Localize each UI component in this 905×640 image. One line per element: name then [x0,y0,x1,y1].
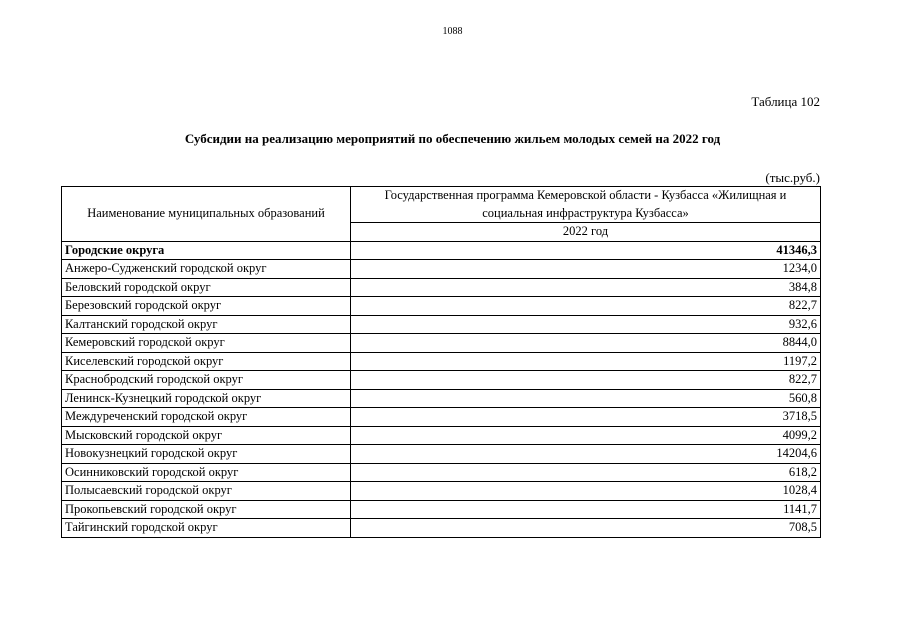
table-row [62,297,821,316]
municipality-name-cell: Междуреченский городской округ [62,408,351,427]
table-row [62,463,821,482]
header-program-column: Государственная программа Кемеровской области - Кузбасса «Жилищная и социальная инфраструктура Кузбасса» [351,187,821,223]
header-name-column: Наименование муниципальных образований [62,187,351,242]
subsidy-value-cell: 4099,2 [351,426,821,445]
municipality-name-cell: Мысковский городской округ [62,426,351,445]
table-row [62,500,821,519]
table-body [62,241,821,537]
municipality-name-cell: Калтанский городской округ [62,315,351,334]
municipality-name-cell: Прокопьевский городской округ [62,500,351,519]
municipality-name-cell: Краснобродский городской округ [62,371,351,390]
subsidy-value-cell: 3718,5 [351,408,821,427]
municipality-name-cell: Березовский городской округ [62,297,351,316]
table-label: Таблица 102 [751,94,820,109]
subsidy-value-cell: 384,8 [351,278,821,297]
table-header-row [62,187,821,223]
group-name-cell: Городские округа [62,241,351,260]
municipality-name-cell: Анжеро-Судженский городской округ [62,260,351,279]
table-row [62,352,821,371]
subsidy-value-cell: 14204,6 [351,445,821,464]
table-row [62,278,821,297]
table-row [62,482,821,501]
table-row [62,315,821,334]
municipality-name-cell: Новокузнецкий городской округ [62,445,351,464]
municipality-name-cell: Беловский городской округ [62,278,351,297]
subsidy-value-cell: 822,7 [351,371,821,390]
subsidy-value-cell: 932,6 [351,315,821,334]
table-row [62,426,821,445]
table-row [62,334,821,353]
subsidies-table [61,186,821,538]
municipality-name-cell: Киселевский городской округ [62,352,351,371]
municipality-name-cell: Тайгинский городской округ [62,519,351,538]
subsidy-value-cell: 1234,0 [351,260,821,279]
subsidy-value-cell: 1028,4 [351,482,821,501]
table-row [62,371,821,390]
units-label: (тыс.руб.) [765,170,820,185]
subsidy-value-cell: 822,7 [351,297,821,316]
page-number: 1088 [442,26,463,37]
table-row [62,445,821,464]
group-row [62,241,821,260]
document-title: Субсидии на реализацию мероприятий по обеспечению жильем молодых семей на 2022 год [184,131,721,146]
subsidy-value-cell: 8844,0 [351,334,821,353]
table-row [62,389,821,408]
municipality-name-cell: Кемеровский городской округ [62,334,351,353]
subsidy-value-cell: 708,5 [351,519,821,538]
header-year-column: 2022 год [351,223,821,242]
subsidy-value-cell: 1141,7 [351,500,821,519]
subsidy-value-cell: 560,8 [351,389,821,408]
municipality-name-cell: Осинниковский городской округ [62,463,351,482]
group-value-cell: 41346,3 [351,241,821,260]
subsidy-value-cell: 1197,2 [351,352,821,371]
table-row [62,260,821,279]
table-row [62,519,821,538]
table-row [62,408,821,427]
subsidy-value-cell: 618,2 [351,463,821,482]
municipality-name-cell: Ленинск-Кузнецкий городской округ [62,389,351,408]
municipality-name-cell: Полысаевский городской округ [62,482,351,501]
